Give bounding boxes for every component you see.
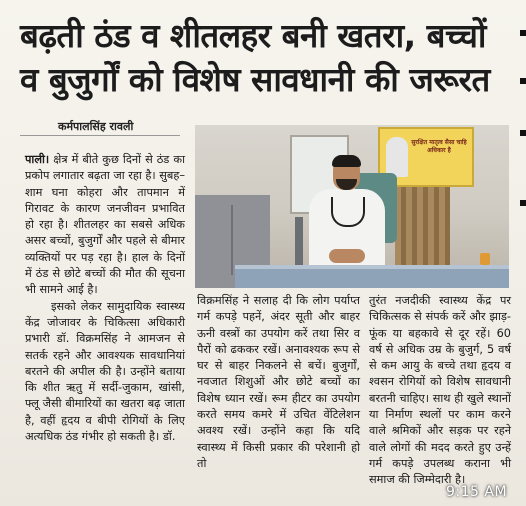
column-edge-mark (520, 200, 526, 206)
dateline: पाली। (25, 153, 50, 166)
article-column-2: विक्रमसिंह ने सलाह दी कि लोग पर्याप्त गर्म कपड़े पहनें, अंदर सूती और बाहर ऊनी वस्त्रों का उपयोग करें तथा सिर व पैरों को ढककर रखें। अनावश्यक रूप से घर से बाहर निकलने से बचें। बुजुर्गों, नवजात शिशुओं और छोटे बच्चों का विशेष ध्यान रखें। रूम हीटर का उपयोग करते समय कमरे में उचित वेंटिलेशन अवश्य रखें। उन्होंने कहा कि यदि स्वास्थ्य में किसी प्रकार की परेशानी हो तो (197, 294, 360, 470)
byline: कर्मपालसिंह रावली (58, 120, 134, 133)
cup (480, 253, 490, 265)
poster-text: सुरक्षित मातृत्व सैसा चाहि अधिकार है (411, 139, 467, 154)
article-column-3: तुरंत नजदीकी स्वास्थ्य केंद्र पर चिकित्सक से संपर्क करें और झाड़-फूंक या बहकावे से दूर रहें। 60 वर्ष से अधिक उम्र के बुजुर्ग, 5 वर्ष से कम आयु के बच्चे तथा हृदय व श्वसन रोगियों को विशेष सावधानी बरतनी चाहिए। साथ ही खुले स्थानों या निर्माण स्थलों पर काम करने वाले श्रमिकों और सड़क पर रहने वाले लोगों की मदद करते हुए उन्हें गर्म कपड़े उपलब्ध कराना भी समाज की जिम्मेदारी है। (369, 294, 511, 487)
stand (295, 217, 303, 267)
headline-line-2: व बुजुर्गों को विशेष सावधानी की जरूरत (20, 60, 490, 99)
byline-divider (20, 135, 180, 136)
headline-line-1: बढ़ती ठंड व शीतलहर बनी खतरा, बच्चों (20, 16, 486, 55)
desk (235, 265, 509, 288)
column-edge-mark (520, 78, 526, 84)
paragraph: इसको लेकर सामुदायिक स्वास्थ्य केंद्र जोजावर के चिकित्सा अधिकारी प्रभारी डॉ. विक्रमसिंह ने आमजन से सतर्क रहने और आवश्यक सावधानियां बरतने की अपील की है। उन्होंने बताया कि शीत ऋतु में सर्दी-जुकाम, खांसी, फ्लू जैसी बीमारियों का खतरा बढ़ जाता है, वहीं हृदय व बीपी रोगियों के लिए अत्यधिक ठंड गंभीर हो सकती है। डॉ. (25, 299, 185, 444)
article-photo (195, 125, 509, 288)
paragraph: क्षेत्र में बीते कुछ दिनों से ठंड का प्रकोप लगातार बढ़ता जा रहा है। सुबह–शाम घना कोहरा और तापमान में गिरावट के कारण जनजीवन प्रभावित हो रहा है। शीतलहर का सबसे अधिक असर बच्चों, बुजुर्गों और पहले से बीमार व्यक्तियों पर पड़ रहा है। हाल के दिनों में ठंड से छोटे बच्चों की मौत की सूचना भी सामने आई है। (25, 153, 185, 297)
column-edge-mark (520, 30, 526, 36)
headline (20, 14, 526, 102)
column-edge-mark (520, 130, 526, 136)
article-column-1 (25, 152, 185, 445)
doctor-figure (307, 157, 387, 272)
timestamp-overlay: 9:15 AM (446, 484, 508, 500)
stethoscope (331, 197, 365, 227)
